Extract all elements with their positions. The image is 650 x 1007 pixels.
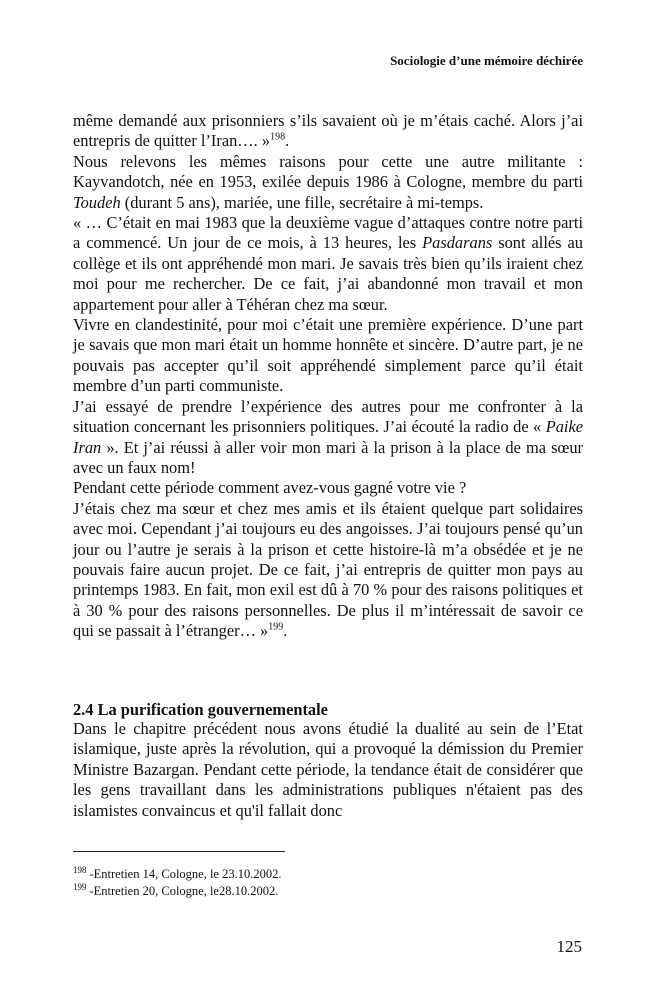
paragraph: Dans le chapitre précédent nous avons étudié la dualité au sein de l’Etat islamique, juste après la révolution, qui a provoqué la démission du Premier Ministre Bazargan. Pendant cette période, la tendance était de considérer que les gens travaillant dans les administrations publiques n'étaient pas des islamistes convaincus et qu'il fallait donc [73, 719, 583, 820]
paragraph: « … C’était en mai 1983 que la deuxième vague d’attaques contre notre parti a commencé. Un jour de ce mois, à 13 heures, les Pasdarans sont allés au collège et ils ont appréhendé mon mari. Je savais très bien qu’ils iraient chez moi pour me rechercher. De ce fait, j’ai abandonné mon travail et mon appartement pour aller à Téhéran chez ma sœur. [73, 213, 583, 314]
body-text [73, 111, 583, 642]
paragraph: Vivre en clandestinité, pour moi c’était une première expérience. D’une part je savais que mon mari était un homme honnête et sincère. D’autre part, je ne pouvais pas accepter qu’il soit appréhendé simplement parce qu’il était membre d’un parti communiste. [73, 315, 583, 396]
paragraph: Pendant cette période comment avez-vous gagné votre vie ? [73, 478, 467, 498]
footnote-ref[interactable]: 198 [270, 131, 286, 143]
paragraph: J’étais chez ma sœur et chez mes amis et ils étaient quelque part solidaires avec moi. Cependant j’ai toujours eu des angoisses. J’ai toujours pensé qu’un jour ou l’autre je serais à la prison et cette histoire-là m’a obsédée et je ne pouvais faire aucun projet. De ce fait, j’ai entrepris de quitter mon pays au printemps 1983. En fait, mon exil est dû à 70 % pour des raisons politiques et à 30 % pour des raisons personnelles. De plus il m’intéressait de savoir ce qui se passait à l’étranger… »$^{199}$. [73, 498, 583, 641]
paragraph: J’ai essayé de prendre l’expérience des autres pour me confronter à la situation concernant les prisonniers politiques. J’ai écouté la radio de « Paike Iran ». Et j’ai réussi à aller voir mon mari à la prison à la place de ma sœur avec un faux nom! [73, 396, 583, 477]
footnote-separator [73, 851, 285, 852]
footnote-ref[interactable]: 199 [268, 621, 284, 633]
paragraph: Nous relevons les mêmes raisons pour cette une autre militante : Kayvandotch, née en 1953, exilée depuis 1986 à Cologne, membre du parti Toudeh (durant 5 ans), mariée, une fille, secrétaire à mi-temps. [73, 151, 583, 212]
footnote: $^{198}$ -Entretien 14, Cologne, le 23.10.2002. [73, 864, 282, 881]
section-heading: 2.4 La purification gouvernementale [73, 700, 328, 719]
page-number: 125 [556, 937, 582, 956]
footnote: $^{199}$ -Entretien 20, Cologne, le28.10.2002. [73, 881, 279, 898]
section-body [73, 719, 583, 821]
paragraph: même demandé aux prisonniers s’ils savaient où je m’étais caché. Alors j’ai entrepris de quitter l’Iran…. »$^{198}$. [73, 111, 583, 151]
footnotes [73, 866, 281, 900]
running-header: Sociologie d’une mémoire déchirée [390, 53, 583, 68]
